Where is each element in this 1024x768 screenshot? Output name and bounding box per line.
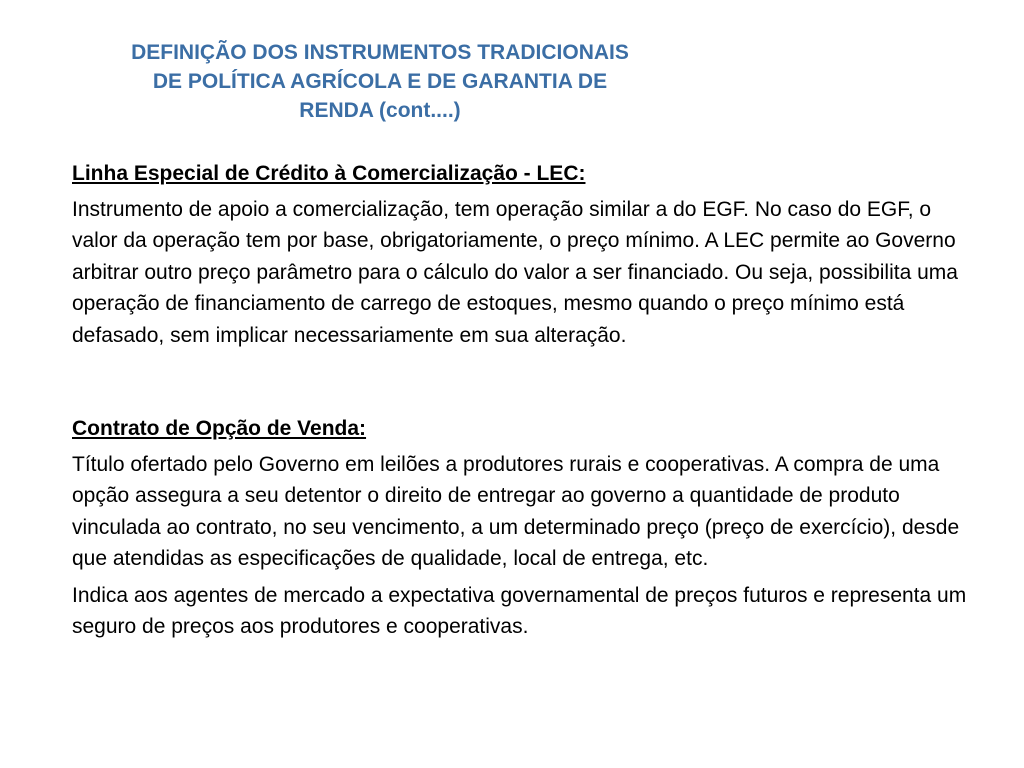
- section-paragraph-contrato-2: Indica aos agentes de mercado a expectativa governamental de preços futuros e representa um seguro de preços aos produtores e cooperativas.: [72, 583, 967, 638]
- slide-title-line-3: RENDA (cont....): [299, 99, 461, 122]
- section-heading-contrato-opcao-venda: Contrato de Opção de Venda:: [72, 417, 367, 440]
- slide-title: [60, 38, 700, 125]
- section-heading-lec: Linha Especial de Crédito à Comercialização - LEC:: [72, 162, 586, 185]
- slide-title-line-2: DE POLÍTICA AGRÍCOLA E DE GARANTIA DE: [152, 70, 608, 93]
- section-paragraph-lec: Instrumento de apoio a comercialização, tem operação similar a do EGF. No caso do EGF, o valor da operação tem por base, obrigatoriamente, o preço mínimo. A LEC permite ao Governo arbitrar outro preço parâmetro para o cálculo do valor a ser financiado. Ou seja, possibilita uma operação de financiamento de carrego de estoques, mesmo quando o preço mínimo está defasado, sem implicar necessariamente em sua alteração.: [72, 197, 958, 347]
- slide-body: [72, 158, 982, 643]
- section-contrato-opcao-venda: [72, 413, 982, 643]
- section-lec: [72, 158, 982, 351]
- section-paragraph-contrato-1: Título ofertado pelo Governo em leilões a produtores rurais e cooperativas. A compra de uma opção assegura a seu detentor o direito de entregar ao governo a quantidade de produto vinculada ao contrato, no seu vencimento, a um determinado preço (preço de exercício), desde que atendidas as especificações de qualidade, local de entrega, etc.: [72, 452, 960, 570]
- slide-title-line-1: DEFINIÇÃO DOS INSTRUMENTOS TRADICIONAIS: [131, 41, 629, 64]
